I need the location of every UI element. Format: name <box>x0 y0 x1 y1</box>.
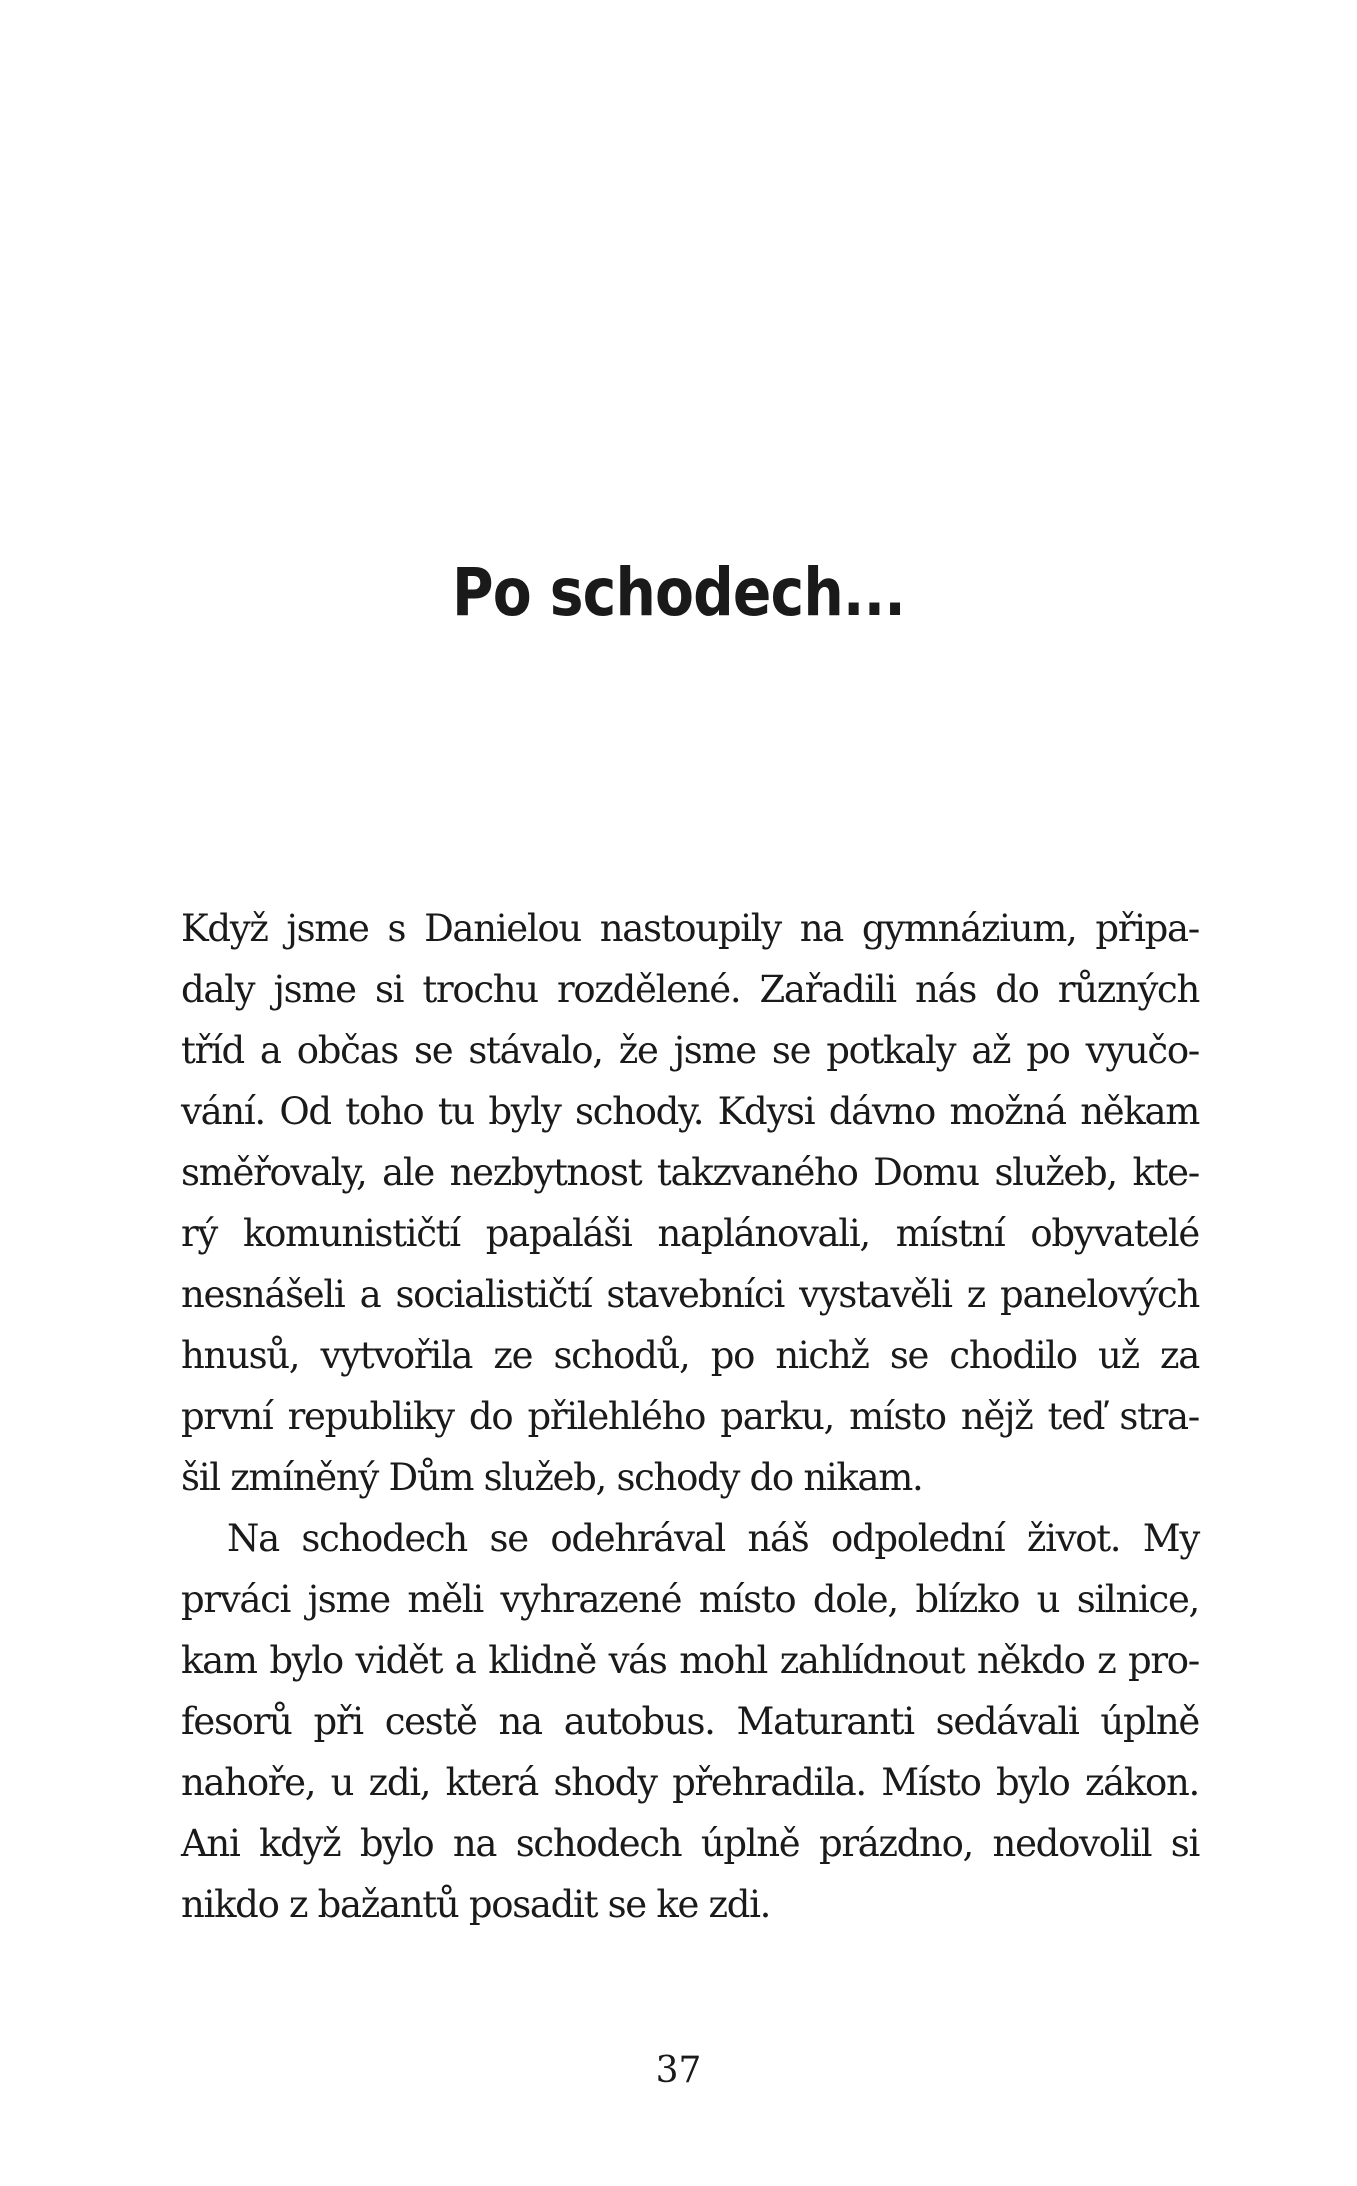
chapter-title: Po schodech... <box>451 554 906 631</box>
paragraph-2 <box>181 1508 1199 1935</box>
text-line: směřovaly, ale nezbytnost takzvaného Domu služeb, kte- <box>181 1151 1199 1194</box>
text-line: šil zmíněný Dům služeb, schody do nikam. <box>181 1456 923 1499</box>
text-line: nikdo z bažantů posadit se ke zdi. <box>181 1883 771 1926</box>
text-line: vání. Od toho tu byly schody. Kdysi dávno možná někam <box>181 1090 1199 1133</box>
page-number: 37 <box>655 2050 702 2091</box>
text-line: nahoře, u zdi, která shody přehradila. Místo bylo zákon. <box>181 1761 1199 1804</box>
text-line: rý komunističtí papaláši naplánovali, místní obyvatelé <box>181 1212 1199 1255</box>
text-line: daly jsme si trochu rozdělené. Zařadili nás do různých <box>181 968 1199 1011</box>
text-line: tříd a občas se stávalo, že jsme se potkaly až po vyučo- <box>181 1029 1199 1072</box>
chapter-body <box>181 898 1199 1935</box>
text-line: prváci jsme měli vyhrazené místo dole, blízko u silnice, <box>181 1578 1199 1621</box>
text-line: nesnášeli a socialističtí stavebníci vystavěli z panelových <box>181 1273 1199 1316</box>
text-line: Ani když bylo na schodech úplně prázdno, nedovolil si <box>181 1822 1199 1865</box>
paragraph-1 <box>181 898 1199 1508</box>
text-line: první republiky do přilehlého parku, místo nějž teď stra- <box>181 1395 1199 1438</box>
text-line: fesorů při cestě na autobus. Maturanti sedávali úplně <box>181 1700 1199 1743</box>
text-line: hnusů, vytvořila ze schodů, po nichž se chodilo už za <box>181 1334 1199 1377</box>
text-line: Když jsme s Danielou nastoupily na gymnázium, připa- <box>181 907 1199 950</box>
text-line: kam bylo vidět a klidně vás mohl zahlídnout někdo z pro- <box>181 1639 1199 1682</box>
text-line: Na schodech se odehrával náš odpolední život. My <box>227 1517 1199 1560</box>
